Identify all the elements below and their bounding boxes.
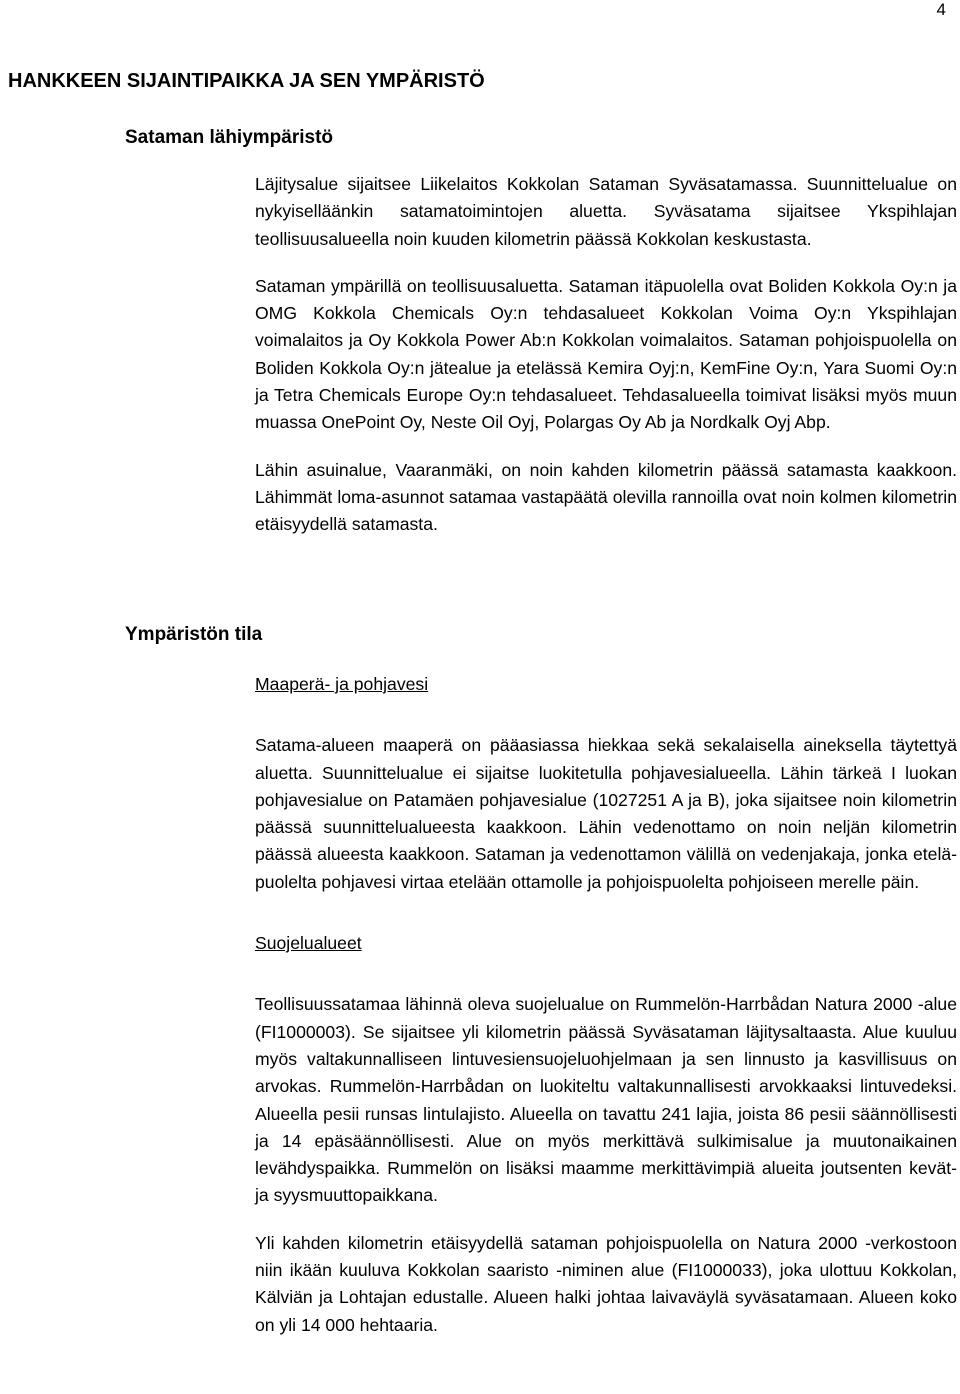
paragraph-kokkolan-saaristo: Yli kahden kilometrin etäisyydellä sataman pohjoispuolella on Natura 2000 -verkostoon niin ikään kuuluva Kokkolan saaristo -niminen alue (FI1000033), joka ulottuu Kokkolan, Kälviän ja Lohtajan edustalle. Alueen halki johtaa laivaväylä syväsatamaan. Alueen koko on yli 14 000 hehtaaria. bbox=[255, 1232, 957, 1335]
section-title-satama: Sataman lähiympäristö bbox=[125, 127, 334, 148]
chapter-title: HANKKEEN SIJAINTIPAIKKA JA SEN YMPÄRISTÖ bbox=[8, 70, 485, 92]
subheading-maapera: Maaperä- ja pohjavesi bbox=[255, 674, 429, 694]
section-body-ymparisto bbox=[255, 671, 957, 1339]
subheading-suojelualueet: Suojelualueet bbox=[255, 933, 362, 954]
paragraph-asuinalue: Lähin asuinalue, Vaaranmäki, on noin kahden kilometrin päässä satamasta kaakkoon. Lähimmät loma-asunnot satamaa vastapäätä olevilla rannoilla ovat noin kolmen kilometrin etäisyydellä satamasta. bbox=[255, 459, 957, 535]
section-body-satama bbox=[255, 171, 957, 539]
page-number: 4 bbox=[936, 0, 946, 19]
paragraph-maapera: Satama-alueen maaperä on pääasiassa hiekkaa sekä sekalaisella aineksella täytettyä aluetta. Suunnittelualue ei sijaitse luokitetulla pohjavesialueella. Lähin tärkeä I luokan pohjavesialue on Patamäen pohjavesialue (1027251 A ja B), joka sijaitsee noin kilometrin päässä suunnittelualueesta kaakkoon. Lähin vedenottamo on noin neljän kilometrin päässä alueesta kaakkoon. Sataman ja vedenottamon välillä on vedenjakaja, jonka eteläpuolelta pohjavesi virtaa etelään ottamolle ja pohjoispuolelta pohjoiseen merelle päin. bbox=[255, 735, 957, 892]
paragraph-teollisuusalue: Sataman ympärillä on teollisuusaluetta. Sataman itäpuolella ovat Boliden Kokkola Oy:n ja OMG Kokkola Chemicals Oy:n tehdasalueet Kokkolan Voima Oy:n Ykspihlajan voimalaitos ja Oy Kokkola Power Ab:n Kokkolan voimalaitos. Sataman pohjoispuolella on Boliden Kokkola Oy:n jätealue ja etelässä Kemira Oyj:n, KemFine Oy:n, Yara Suomi Oy:n ja Tetra Chemicals Europe Oy:n tehdasalueet. Tehdasalueella toimivat lisäksi myös muun muassa OnePoint Oy, Neste Oil Oyj, Polargas Oy Ab ja Nordkalk Oyj Abp. bbox=[255, 275, 957, 433]
paragraph-rummelon: Teollisuussatamaa lähinnä oleva suojelualue on Rummelön-Harrbådan Natura 2000 -alue (FI1000003). Se sijaitsee yli kilometrin päässä Syväsataman läjitysaltaasta. Alue kuuluu myös valtakunnalliseen lintuvesiensuojeluohjelmaan ja sen linnusto ja kasvillisuus on arvokas. Rummelön-Harrbådan on luokiteltu valtakunnallisesti arvokkaaksi lintuvedeksi. Alueella pesii runsas lintulajisto. Alueella on tavattu 241 lajia, joista 86 pesii säännöllisesti ja 14 epäsäännöllisesti. Alue on myös merkittävä sulkimisalue ja muutonaikainen levähdyspaikka. Rummelön on lisäksi maamme merkittävimpiä alueita joutsenten kevät- ja syysmuuttopaikkana. bbox=[255, 994, 957, 1206]
paragraph-lajitysalue: Läjitysalue sijaitsee Liikelaitos Kokkolan Sataman Syväsatamassa. Suunnittelualue on nykyiselläänkin satamatoimintojen aluetta. Syväsatama sijaitsee Ykspihlajan teollisuusalueella noin kuuden kilometrin päässä Kokkolan keskustasta. bbox=[255, 174, 957, 249]
section-title-ymparisto: Ympäristön tila bbox=[125, 624, 263, 645]
